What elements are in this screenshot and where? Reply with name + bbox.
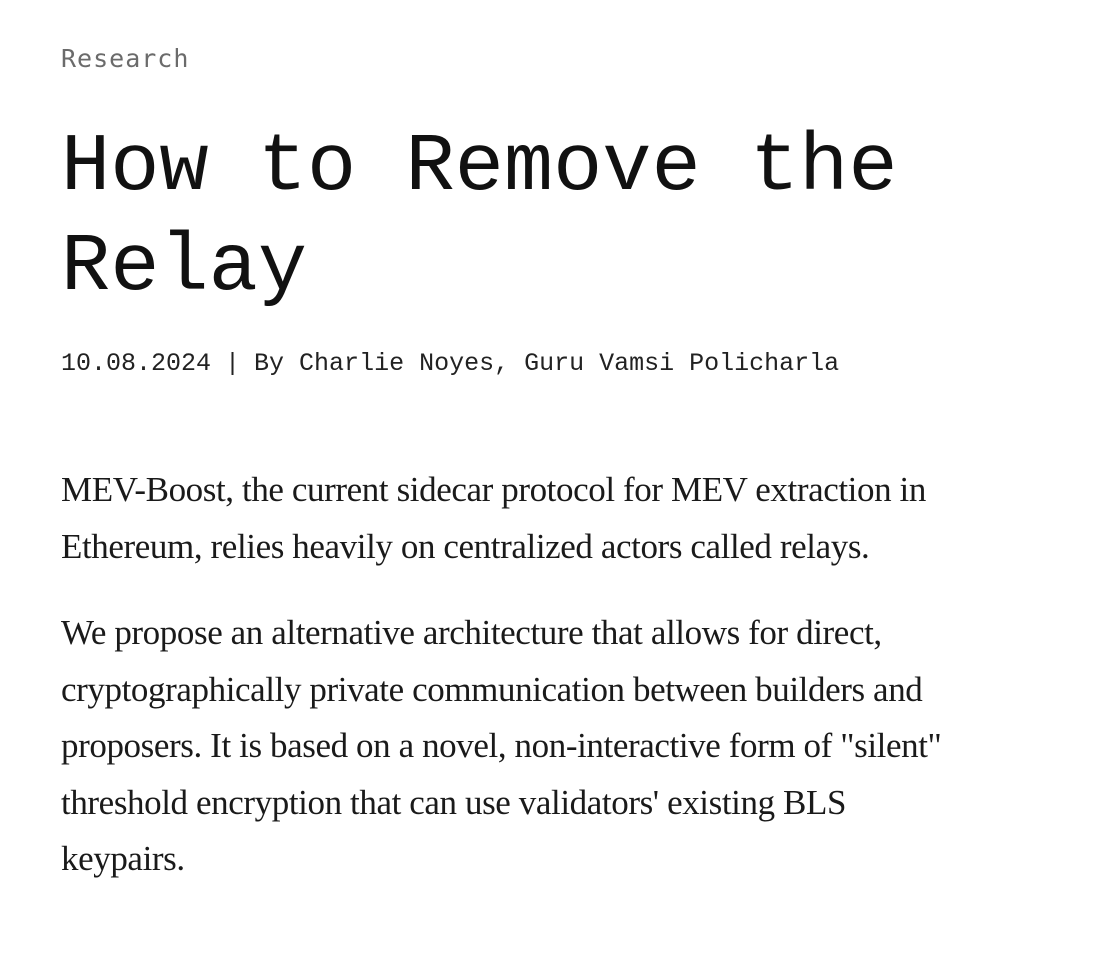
meta-separator: | [225,349,241,378]
article-meta [61,349,839,378]
author-byline: By Charlie Noyes, Guru Vamsi Policharla [254,349,840,378]
publish-date: 10.08.2024 [61,349,212,378]
article-body [61,462,951,918]
article-title: How to Remove the Relay [61,121,898,314]
category-label[interactable]: Research [61,44,190,73]
body-paragraph: We propose an alternative architecture that allows for direct, cryptographically private communication between builders and proposers. It is based on a novel, non-interactive form of "silent" threshold encryption that can use validators' existing BLS keypairs. [61,613,942,878]
body-paragraph: MEV-Boost, the current sidecar protocol for MEV extraction in Ethereum, relies heavily on centralized actors called relays. [61,470,926,566]
